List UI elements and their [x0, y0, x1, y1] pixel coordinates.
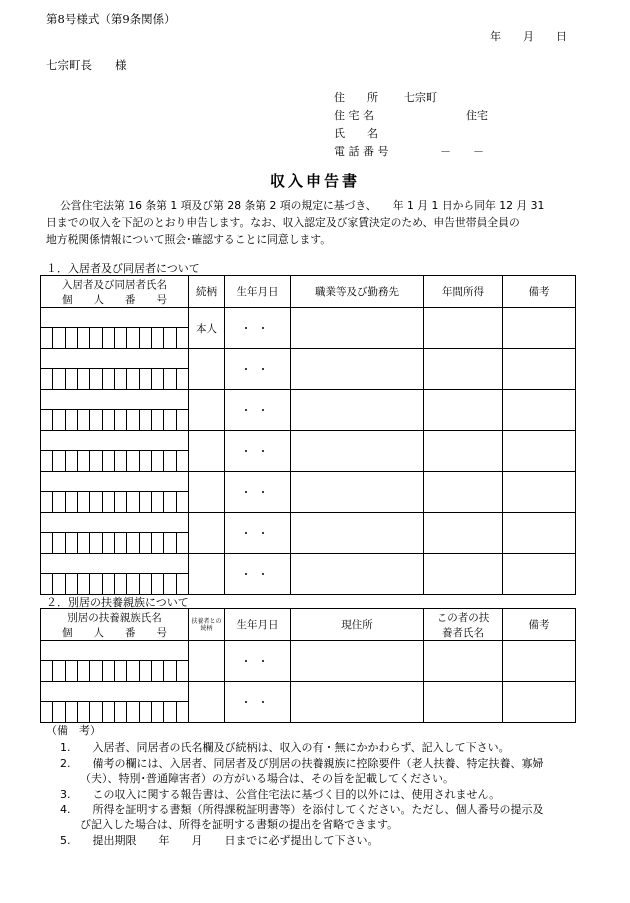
- form-number: 第8号様式（第9条関係）: [46, 12, 176, 26]
- dependent-relation-cell[interactable]: [189, 641, 225, 682]
- birth-cell[interactable]: ・・: [225, 390, 291, 431]
- notes-cell[interactable]: [503, 513, 576, 554]
- resident-number-cell[interactable]: [41, 451, 189, 472]
- dependent-address-cell[interactable]: [291, 682, 424, 723]
- note-item: 5. 提出期限 年 月 日までに必ず提出して下さい。: [60, 834, 379, 847]
- table-row: [41, 641, 576, 661]
- dependent-number-cell[interactable]: [41, 661, 189, 682]
- income-cell[interactable]: [424, 431, 503, 472]
- dependent-name-cell[interactable]: [41, 682, 189, 702]
- note-item: 1. 入居者、同居者の氏名欄及び続柄は、収入の有・無にかかわらず、記入して下さい。: [60, 741, 510, 754]
- birth-cell[interactable]: ・・: [225, 513, 291, 554]
- relation-cell[interactable]: [189, 513, 225, 554]
- resident-name-cell[interactable]: [41, 349, 189, 369]
- resident-name-cell[interactable]: [41, 308, 189, 328]
- relation-cell[interactable]: [189, 390, 225, 431]
- table-row: [41, 308, 576, 328]
- table-row: [41, 390, 576, 410]
- occupation-cell[interactable]: [291, 554, 424, 595]
- intro-line-1: 公営住宅法第 16 条第 1 項及び第 28 条第 2 項の規定に基づき、 年 1 月 1 日から同年 12 月 31: [60, 199, 545, 212]
- date-line: 年 月 日: [490, 30, 567, 43]
- income-cell[interactable]: [424, 513, 503, 554]
- resident-number-cell[interactable]: [41, 574, 189, 595]
- housing-label: 住 宅 名: [334, 109, 374, 122]
- dependent-address-cell[interactable]: [291, 641, 424, 682]
- notes-cell[interactable]: [503, 349, 576, 390]
- income-cell[interactable]: [424, 308, 503, 349]
- residents-table: [40, 275, 576, 595]
- note-item: び記入した場合は、所得を証明する書類の提出を省略できます。: [80, 818, 399, 831]
- page-title: 収入申告書: [269, 172, 360, 190]
- resident-name-header: [41, 276, 189, 308]
- dependent-notes-cell[interactable]: [503, 682, 576, 723]
- notes-cell[interactable]: [503, 390, 576, 431]
- dependent-name-header-label: 別居の扶養親族氏名: [67, 611, 162, 624]
- birth-cell[interactable]: ・・: [225, 431, 291, 472]
- resident-name-cell[interactable]: [41, 513, 189, 533]
- relation-cell[interactable]: [189, 472, 225, 513]
- dependent-relation-cell[interactable]: [189, 682, 225, 723]
- table-row: [41, 682, 576, 702]
- notes-cell[interactable]: [503, 554, 576, 595]
- dependent-notes-header: 備考: [503, 609, 576, 641]
- relation-cell[interactable]: 本人: [189, 308, 225, 349]
- section1-heading: １．入居者及び同居者について: [46, 262, 200, 275]
- resident-name-cell[interactable]: [41, 554, 189, 574]
- table-row: [41, 513, 576, 533]
- dependent-birth-cell[interactable]: ・・: [225, 641, 291, 682]
- relation-header: 続柄: [189, 276, 225, 308]
- dependent-name-header: [41, 609, 189, 641]
- birth-header: 生年月日: [225, 276, 291, 308]
- phone-value: － －: [440, 145, 484, 158]
- housing-suffix: 住宅: [466, 109, 488, 122]
- notes-header: 備考: [503, 276, 576, 308]
- supporter-cell[interactable]: [424, 682, 503, 723]
- birth-cell[interactable]: ・・: [225, 472, 291, 513]
- occupation-header: 職業等及び勤務先: [291, 276, 424, 308]
- supporter-header-line-1: この者の扶: [436, 611, 490, 624]
- supporter-header-line-2: 養者氏名: [442, 626, 484, 639]
- relation-cell[interactable]: [189, 349, 225, 390]
- supporter-header: [424, 609, 503, 641]
- resident-number-cell[interactable]: [41, 369, 189, 390]
- notes-heading: （備 考）: [46, 724, 101, 737]
- occupation-cell[interactable]: [291, 349, 424, 390]
- dependent-birth-header: 生年月日: [225, 609, 291, 641]
- dependents-table: [40, 608, 576, 723]
- income-cell[interactable]: [424, 390, 503, 431]
- occupation-cell[interactable]: [291, 513, 424, 554]
- table-row: [41, 431, 576, 451]
- resident-name-cell[interactable]: [41, 431, 189, 451]
- address-label: 住 所: [334, 91, 378, 104]
- notes-cell[interactable]: [503, 308, 576, 349]
- income-cell[interactable]: [424, 472, 503, 513]
- dependent-address-header: 現住所: [291, 609, 424, 641]
- occupation-cell[interactable]: [291, 390, 424, 431]
- note-item: 4. 所得を証明する書類（所得課税証明書等）を添付してください。ただし、個人番号の提示及: [60, 803, 544, 816]
- resident-name-header-label: 入居者及び同居者氏名: [62, 278, 167, 291]
- note-item: （夫）、特別･普通障害者）の方がいる場合は、その旨を記載してください。: [80, 772, 454, 785]
- addressee: 七宗町長 様: [46, 58, 127, 72]
- dependent-number-header-label: 個 人 番 号: [62, 626, 167, 639]
- income-cell[interactable]: [424, 554, 503, 595]
- note-item: 2. 備考の欄には、入居者、同居者及び別居の扶養親族に控除要件（老人扶養、特定扶養、寡婦: [60, 757, 544, 770]
- dependent-relation-header: 扶養者との続柄: [189, 609, 225, 641]
- resident-name-cell[interactable]: [41, 472, 189, 492]
- occupation-cell[interactable]: [291, 472, 424, 513]
- table-row: [41, 554, 576, 574]
- birth-cell[interactable]: ・・: [225, 308, 291, 349]
- note-item: 3. この収入に関する報告書は、公営住宅法に基づく目的以外には、使用されません。: [60, 788, 501, 801]
- notes-cell[interactable]: [503, 472, 576, 513]
- birth-cell[interactable]: ・・: [225, 349, 291, 390]
- address-value: 七宗町: [404, 91, 437, 104]
- dependent-number-cell[interactable]: [41, 702, 189, 723]
- resident-number-header-label: 個 人 番 号: [62, 293, 167, 306]
- relation-cell[interactable]: [189, 431, 225, 472]
- dependent-notes-cell[interactable]: [503, 641, 576, 682]
- occupation-cell[interactable]: [291, 431, 424, 472]
- phone-label: 電 話 番 号: [334, 145, 389, 158]
- intro-line-3: 地方税関係情報について照会･確認することに同意します。: [46, 233, 332, 246]
- supporter-cell[interactable]: [424, 641, 503, 682]
- name-label: 氏 名: [334, 127, 378, 140]
- table-row: [41, 472, 576, 492]
- table-row: [41, 349, 576, 369]
- resident-number-cell[interactable]: [41, 492, 189, 513]
- dependent-name-cell[interactable]: [41, 641, 189, 661]
- occupation-cell[interactable]: [291, 308, 424, 349]
- relation-cell[interactable]: [189, 554, 225, 595]
- notes-cell[interactable]: [503, 431, 576, 472]
- resident-name-cell[interactable]: [41, 390, 189, 410]
- intro-line-2: 日までの収入を下記のとおり申告します。なお、収入認定及び家賃決定のため、申告世帯員全員の: [46, 216, 520, 229]
- section2-heading: ２．別居の扶養親族について: [46, 596, 189, 609]
- dependent-birth-cell[interactable]: ・・: [225, 682, 291, 723]
- resident-number-cell[interactable]: [41, 410, 189, 431]
- resident-number-cell[interactable]: [41, 328, 189, 349]
- resident-number-cell[interactable]: [41, 533, 189, 554]
- income-cell[interactable]: [424, 349, 503, 390]
- birth-cell[interactable]: ・・: [225, 554, 291, 595]
- income-header: 年間所得: [424, 276, 503, 308]
